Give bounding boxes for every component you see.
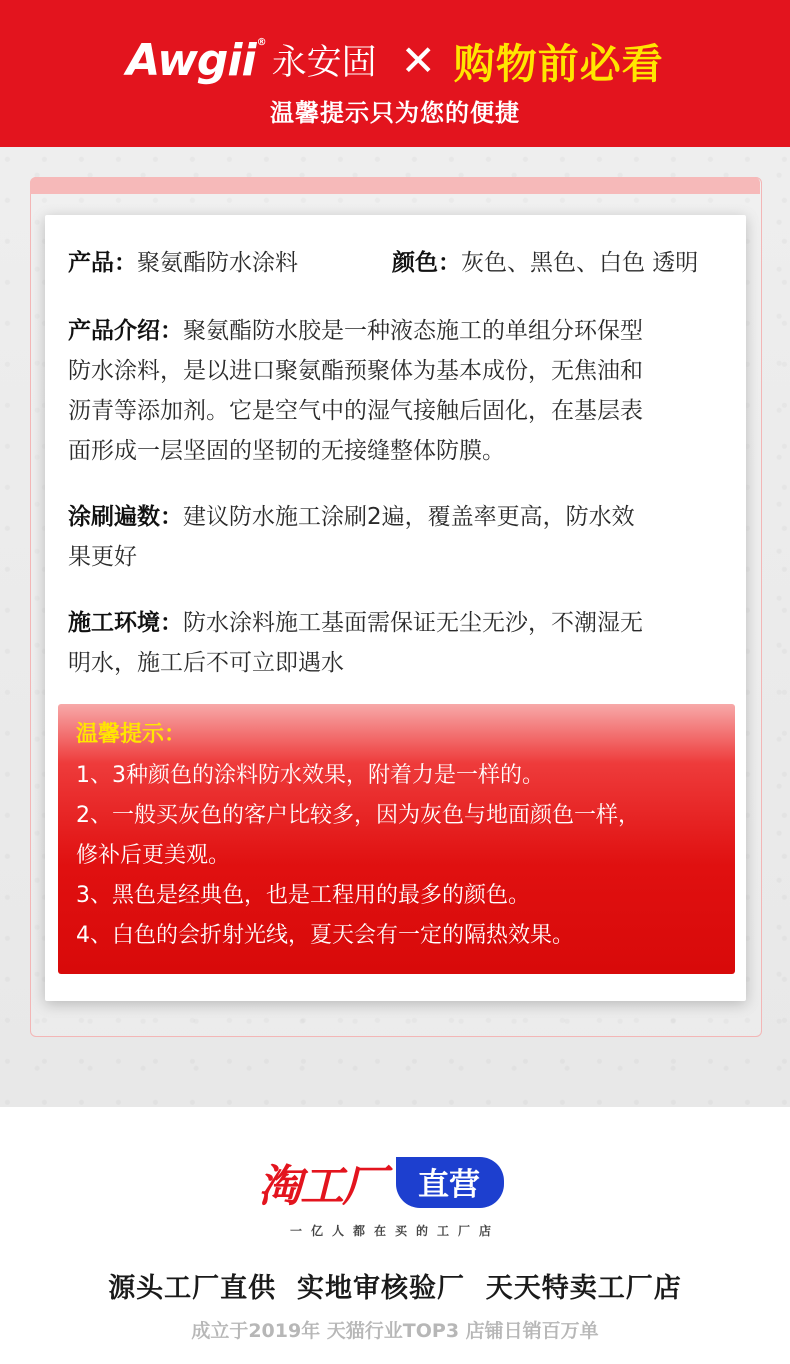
- brand-logo: Awgii ®: [126, 34, 266, 86]
- env-line-1: [68, 603, 643, 643]
- tip-line-2: 2、一般买灰色的客户比较多，因为灰色与地面颜色一样，: [76, 803, 640, 828]
- tip-line-3: 修补后更美观。: [76, 843, 231, 868]
- header-subtitle: 温馨提示只为您的便捷: [270, 99, 520, 127]
- intro-label: 产品介绍：: [68, 318, 183, 344]
- header-slogan: 购物前必看: [453, 39, 664, 88]
- footer-slogan: 源头工厂直供 实地审核验厂 天天特卖工厂店: [108, 1273, 682, 1304]
- registered-mark: ®: [256, 36, 266, 48]
- tip-line-1: 1、3种颜色的涂料防水效果，附着力是一样的。: [76, 763, 544, 788]
- env-line-2: 明水，施工后不可立即遇水: [68, 650, 344, 676]
- header-title-row: [0, 28, 790, 92]
- taogongchang-tagline: 一亿人都在买的工厂店: [289, 1224, 500, 1238]
- intro-line-4: 面形成一层坚固的坚韧的无接缝整体防膜。: [68, 438, 505, 464]
- taogongchang-brand: 淘工厂: [258, 1161, 384, 1212]
- coats-line-2: 果更好: [68, 544, 137, 570]
- tip-line-4: 3、黑色是经典色，也是工程用的最多的颜色。: [76, 883, 530, 908]
- brand-name: 永安固: [271, 43, 377, 83]
- card-frame-bar: [30, 177, 760, 194]
- coats-text: 建议防水施工涂刷2遍，覆盖率更高，防水效: [183, 504, 635, 530]
- coats-label: 涂刷遍数：: [68, 504, 183, 530]
- product-value: 聚氨酯防水涂料: [137, 250, 298, 276]
- footer-subtext: 成立于2019年 天猫行业TOP3 店铺日销百万单: [191, 1320, 599, 1342]
- taogongchang-logo: [258, 1150, 504, 1214]
- intro-line-1: [68, 311, 643, 351]
- tip-line-5: 4、白色的会折射光线，夏天会有一定的隔热效果。: [76, 923, 574, 948]
- direct-badge: 直营: [396, 1157, 504, 1208]
- intro-text: 聚氨酯防水胶是一种液态施工的单组分环保型: [183, 318, 643, 344]
- color-row: [392, 243, 698, 283]
- env-label: 施工环境：: [68, 610, 183, 636]
- product-label: 产品：: [68, 250, 137, 276]
- tips-title: 温馨提示：: [76, 722, 187, 747]
- env-text: 防水涂料施工基面需保证无尘无沙，不潮湿无: [183, 610, 643, 636]
- product-row: [68, 243, 298, 283]
- times-icon: ✕: [400, 35, 436, 85]
- intro-line-2: 防水涂料，是以进口聚氨酯预聚体为基本成份，无焦油和: [68, 358, 643, 384]
- coats-line-1: [68, 497, 635, 537]
- header-banner: [0, 0, 790, 147]
- intro-line-3: 沥青等添加剂。它是空气中的湿气接触后固化，在基层表: [68, 398, 643, 424]
- color-label: 颜色：: [392, 250, 461, 276]
- color-value: 灰色、黑色、白色 透明: [461, 250, 699, 276]
